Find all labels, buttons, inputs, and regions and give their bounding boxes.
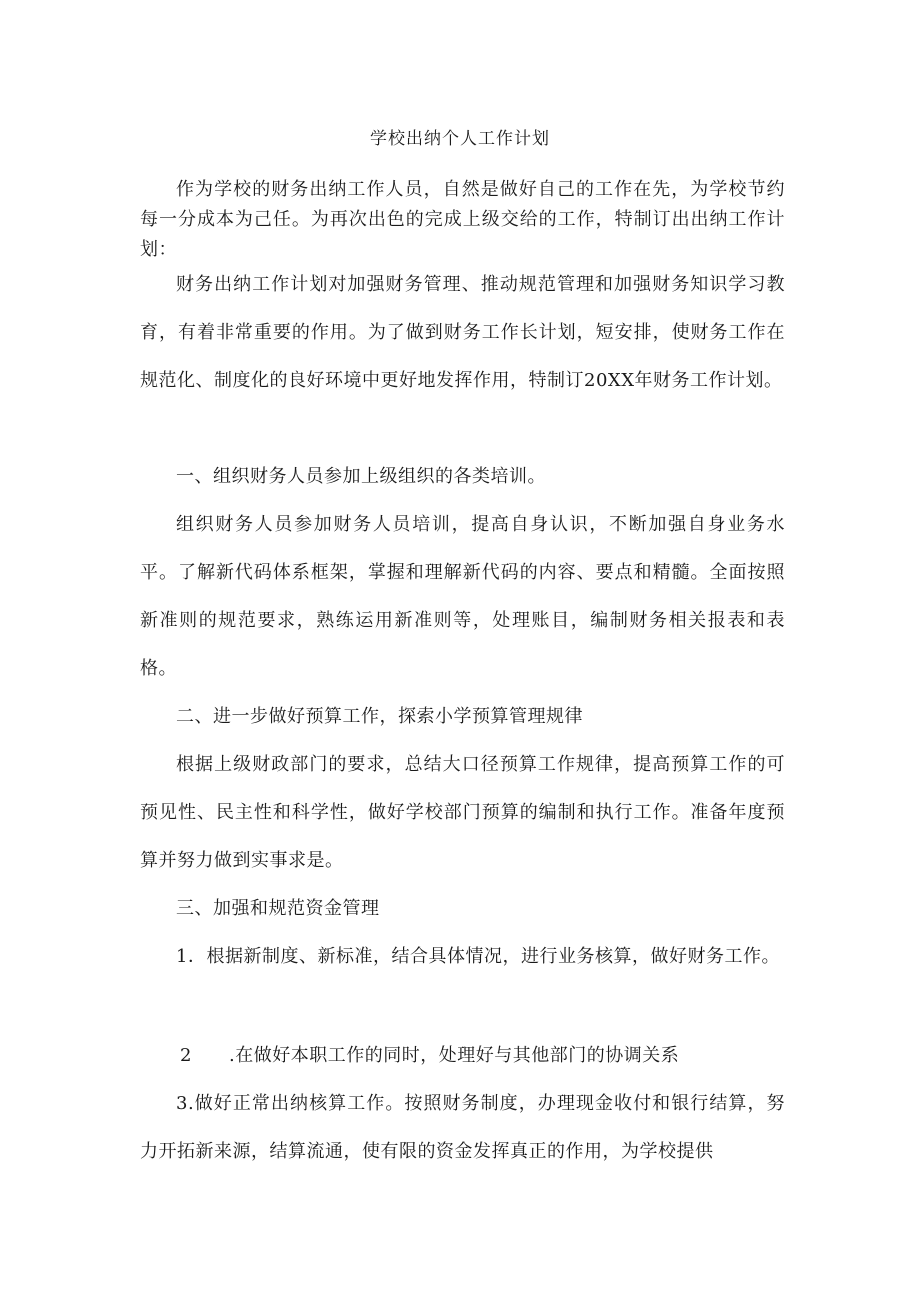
list-item-2-text: .在做好本职工作的同时，处理好与其他部门的协调关系 [229,1045,680,1066]
intro-paragraph: 作为学校的财务出纳工作人员，自然是做好自己的工作在先，为学校节约每一分成本为己任。为再次出色的完成上级交给的工作，特制订出出纳工作计划： [140,179,785,260]
section-heading-training: 一、组织财务人员参加上级组织的各类培训。 [176,466,546,487]
document-title: 学校出纳个人工作计划 [370,129,550,149]
list-item-2-number: 2 [180,1045,192,1066]
section-heading-budget: 二、进一步做好预算工作，探索小学预算管理规律 [176,706,583,727]
section-heading-funds: 三、加强和规范资金管理 [176,898,380,919]
paragraph-training: 组织财务人员参加财务人员培训，提高自身认识，不断加强自身业务水平。了解新代码体系框架，掌握和理解新代码的内容、要点和精髓。全面按照新准则的规范要求，熟练运用新准则等，处理账目，编制财务相关报表和表格。 [140,514,785,679]
paragraph-financial-plan: 财务出纳工作计划对加强财务管理、推动规范管理和加强财务知识学习教育，有着非常重要的作用。为了做到财务工作长计划，短安排，使财务工作在规范化、制度化的良好环境中更好地发挥作用，特制订20XX年财务工作计划。 [140,274,785,391]
list-item-3: 3.做好正常出纳核算工作。按照财务制度，办理现金收付和银行结算，努力开拓新来源，结算流通，使有限的资金发挥真正的作用，为学校提供 [140,1093,785,1162]
paragraph-budget: 根据上级财政部门的要求，总结大口径预算工作规律，提高预算工作的可预见性、民主性和科学性，做好学校部门预算的编制和执行工作。准备年度预算并努力做到实事求是。 [140,754,785,871]
list-item-1: 1．根据新制度、新标准，结合具体情况，进行业务核算，做好财务工作。 [176,946,780,967]
